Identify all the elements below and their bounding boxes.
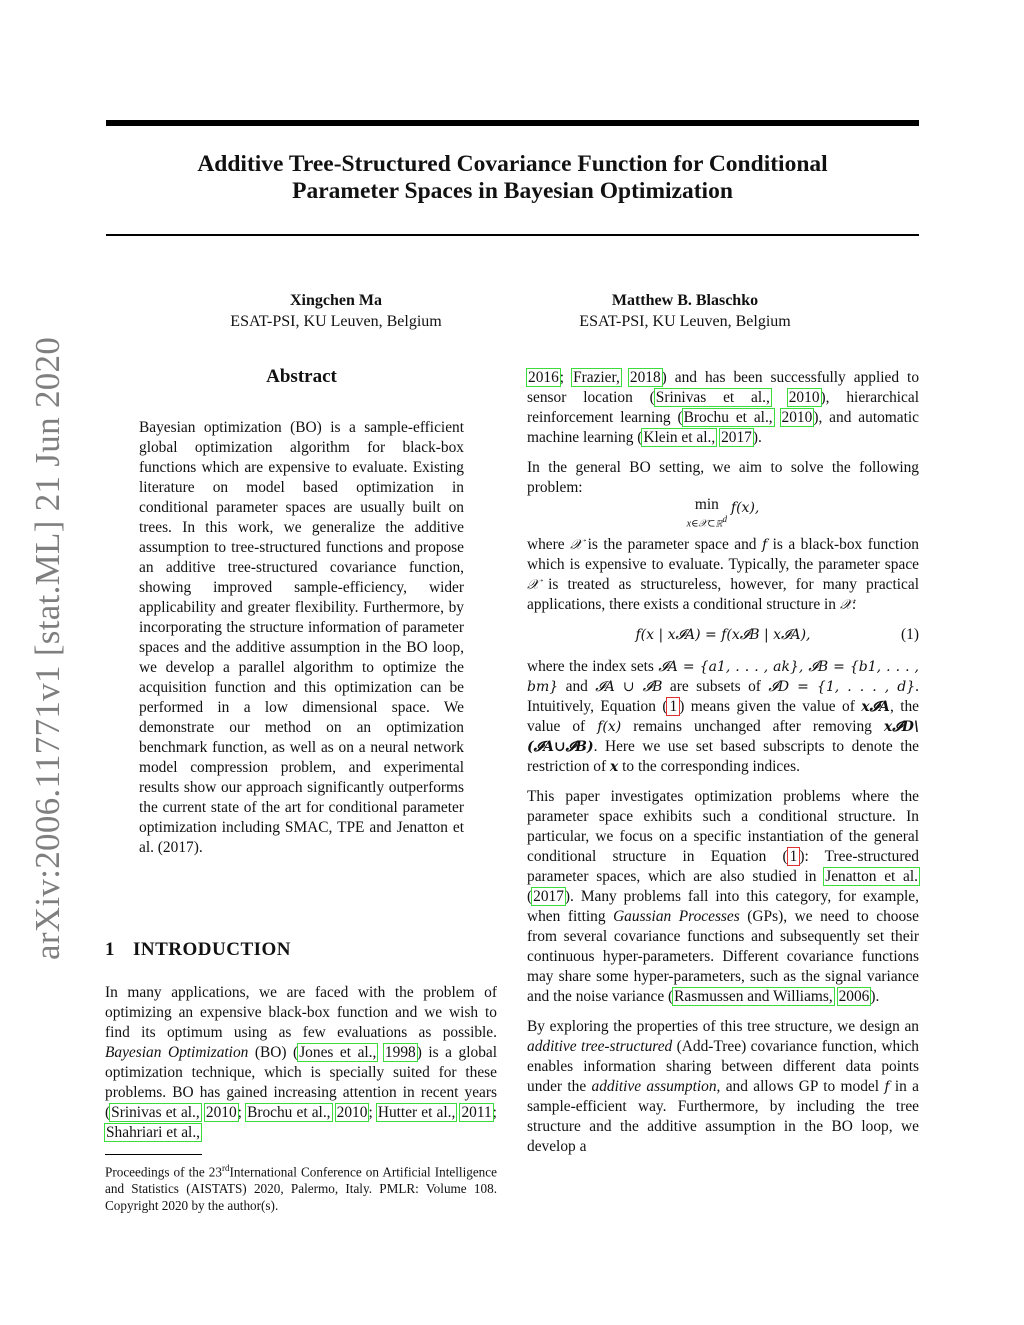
text-run: (Add-Tree) covariance function, which enables information sharing between different data points under the xyxy=(527,1038,919,1096)
superscript: rd xyxy=(221,1163,230,1173)
math-symbol: 𝒳 xyxy=(570,537,583,554)
right-paragraph-2: In the general BO setting, we aim to solve the following problem: xyxy=(527,459,919,496)
title-line-2: Parameter Spaces in Bayesian Optimization xyxy=(292,178,733,204)
citation-link[interactable]: Srinivas et al., xyxy=(111,1104,200,1121)
author-block-2 xyxy=(535,290,835,332)
emphasis-text: Gaussian Processes xyxy=(613,908,740,926)
text-run: (GPs), we need to choose from several covariance functions and subsequently set their continuous hyper-parameters. Different covariance functions may share some hyper-parameters, such as the signal variance and the noise variance ( xyxy=(527,908,919,1006)
text-run: are subsets of xyxy=(662,678,769,696)
text-run: in a sample-efficient way. Furthermore, by including the tree structure and the additive assumption in the BO loop, we develop a xyxy=(527,1078,919,1156)
citation-link[interactable]: 1998 xyxy=(384,1044,416,1061)
min-subscript-text: x∈𝒳⊂ℝ xyxy=(686,518,723,530)
title-line-1: Additive Tree-Structured Covariance Function for Conditional xyxy=(197,151,828,177)
text-run: ). xyxy=(870,988,880,1006)
math-expression: 𝓘D = {1, . . . , d} xyxy=(768,679,916,696)
citation-link[interactable]: Jenatton et al. xyxy=(825,868,918,886)
text-run: is a black-box function which is expensive to evaluate. Typically, the parameter space xyxy=(527,536,919,574)
right-paragraph-4 xyxy=(527,657,919,777)
title-bottom-rule xyxy=(106,234,919,236)
right-paragraph-1 xyxy=(527,368,919,448)
equation-body: f(x | x𝓘A) = f(x𝓘B | x𝓘A), xyxy=(635,627,811,644)
right-paragraph-3 xyxy=(527,535,919,615)
text-run: to the corresponding indices. xyxy=(618,758,800,776)
author-name: Xingchen Ma xyxy=(290,292,382,309)
citation-link[interactable]: 2010 xyxy=(336,1104,368,1121)
min-subscript xyxy=(687,512,727,531)
right-paragraph-6 xyxy=(527,1017,919,1157)
footnote-rule xyxy=(105,1154,202,1155)
citation-link[interactable]: 2010 xyxy=(205,1104,237,1121)
citation-link[interactable]: 2006 xyxy=(838,988,870,1006)
text-run: ): Tree-structured parameter spaces, which are also studied in xyxy=(527,848,919,886)
equation-min xyxy=(527,498,919,531)
min-label: min xyxy=(694,496,719,513)
text-run: In many applications, we are faced with the problem of optimizing an expensive black-box function and we wish to find its optimum using as few evaluations as possible. xyxy=(105,984,497,1041)
text-run: ; xyxy=(237,1104,247,1121)
author-block-1 xyxy=(186,290,486,332)
section-number: 1 xyxy=(105,939,115,960)
text-run: and xyxy=(558,678,596,696)
equation-1 xyxy=(527,625,919,645)
citation-link[interactable]: Brochu et al., xyxy=(247,1104,331,1121)
min-subscript-sup: d xyxy=(722,514,728,524)
text-run: . Here we use set based subscripts to denote the restriction of xyxy=(527,738,919,776)
title-top-rule xyxy=(106,120,919,126)
text-run: ). xyxy=(752,429,762,446)
math-expression: x𝓘A xyxy=(861,699,890,716)
text-run: . Intuitively, Equation ( xyxy=(527,678,919,716)
math-expression: x𝓘D\(𝓘A∪𝓘B) xyxy=(527,719,919,756)
text-run: ( xyxy=(527,888,533,906)
citation-link[interactable]: Shahriari et al., xyxy=(106,1124,201,1141)
text-run: ) means given the value of xyxy=(679,698,862,716)
citation-link[interactable]: Rasmussen and Williams, xyxy=(674,988,833,1006)
citation-link[interactable]: 2018 xyxy=(629,369,661,386)
text-run: is the parameter space and xyxy=(582,536,762,554)
math-symbol: f xyxy=(761,537,768,554)
citation-link[interactable]: 2017 xyxy=(533,888,564,906)
text-run: Proceedings of the 23 xyxy=(105,1164,222,1180)
citation-link[interactable]: 2017 xyxy=(721,429,752,446)
math-expression: x xyxy=(609,759,619,776)
text-run: where the index sets xyxy=(527,658,659,676)
math-expression: 𝓘A ∪ 𝓘B xyxy=(595,679,663,696)
text-run: , the value of xyxy=(527,698,919,736)
math-expression: f(x) xyxy=(597,719,622,736)
text-run: ) and has been successfully applied to sensor location ( xyxy=(527,369,920,406)
text-run: , and allows GP to model xyxy=(716,1078,885,1096)
text-run: : xyxy=(851,596,857,614)
emphasis-text: additive assumption xyxy=(591,1078,717,1096)
citation-link[interactable]: 2011 xyxy=(461,1104,492,1121)
equation-ref-link[interactable]: 1 xyxy=(669,698,678,716)
citation-link[interactable]: Frazier, xyxy=(573,369,620,386)
author-affiliation: ESAT-PSI, KU Leuven, Belgium xyxy=(579,313,791,330)
math-expression: 𝓘A = {a1, . . . , ak}, 𝓘B = {b1, . . . , bm} xyxy=(527,659,919,696)
equation-ref-link[interactable]: 1 xyxy=(789,848,798,866)
text-run: This paper investigates optimization problems where the parameter space exhibits such a conditional structure. In particular, we focus on a specific instantiation of the general conditional structure in Equation ( xyxy=(527,788,919,866)
footnote xyxy=(105,1160,497,1214)
emphasis-text: additive tree-structured xyxy=(527,1038,673,1056)
citation-link[interactable]: Srinivas et al., xyxy=(655,389,770,406)
citation-link[interactable]: Klein et al., xyxy=(643,429,716,446)
right-column xyxy=(527,368,919,1167)
math-symbol: f xyxy=(884,1079,890,1096)
text-run: remains unchanged after removing xyxy=(621,718,884,736)
text-run: ), and automatic machine learning ( xyxy=(527,409,919,446)
text-run: ; xyxy=(492,1104,497,1121)
author-affiliation: ESAT-PSI, KU Leuven, Belgium xyxy=(230,313,442,330)
text-run: ). Many problems fall into this category, for example, when fitting xyxy=(527,888,919,926)
citation-link[interactable]: 2010 xyxy=(788,389,820,406)
text-run: International Conference on Artificial Intelligence and Statistics (AISTATS) 2020, Palermo, Italy. PMLR: Volume 108. Copyright 2020 by the author(s). xyxy=(105,1164,497,1214)
citation-link[interactable]: 2010 xyxy=(781,409,813,426)
section-title: INTRODUCTION xyxy=(133,939,292,960)
author-name: Matthew B. Blaschko xyxy=(611,292,759,309)
arxiv-stamp: arXiv:2006.11771v1 [stat.ML] 21 Jun 2020 xyxy=(28,336,67,960)
min-expression: f(x), xyxy=(730,500,760,516)
math-symbol: 𝒳 xyxy=(527,577,540,594)
text-run: ), hierarchical reinforcement learning ( xyxy=(527,389,919,426)
citation-link[interactable]: Hutter et al., xyxy=(377,1104,456,1121)
min-operator xyxy=(687,498,727,531)
text-run: ; xyxy=(559,369,573,386)
paper-title xyxy=(106,151,919,205)
citation-link[interactable]: 2016 xyxy=(528,369,559,386)
text-run: is treated as structureless, however, for many practical applications, there exists a conditional structure in xyxy=(527,576,919,614)
section-heading-introduction xyxy=(105,939,291,961)
abstract-text: Bayesian optimization (BO) is a sample-efficient global optimization algorithm for black-box functions which are expensive to evaluate. Existing literature on model based optimization in conditional parameter spaces are usually built on trees. In this work, we generalize the additive assumption to tree-structured functions and propose an additive tree-structured covariance function, showing improved sample-efficiency, wider applicability and greater flexibility. Furthermore, by incorporating the structure information of parameter spaces and the additive assumption in the BO loop, we develop a parallel algorithm to optimize the acquisition function and this optimization can be performed in a low dimensional space. We demonstrate our method on an optimization benchmark function, as well as on a neural network model compression problem, and experimental results show our approach significantly outperforms the current state of the art for conditional parameter optimization including SMAC, TPE and Jenatton et al. (2017). xyxy=(139,419,464,856)
math-symbol: 𝒳 xyxy=(839,597,852,614)
text-run: ) is a global optimization technique, which is specially suited for these problems. BO has gained increasing attention in recent years ( xyxy=(105,1044,498,1121)
citation-link[interactable]: Jones et al., xyxy=(299,1044,377,1061)
intro-paragraph-1 xyxy=(105,983,497,1143)
emphasis-text: Bayesian Optimization xyxy=(105,1044,249,1061)
text-run: (BO) ( xyxy=(248,1044,299,1061)
text-run: ; xyxy=(368,1104,377,1121)
text-run: By exploring the properties of this tree structure, we design an xyxy=(527,1018,919,1036)
text-run: where xyxy=(527,536,571,554)
right-paragraph-5 xyxy=(527,787,919,1007)
abstract-heading: Abstract xyxy=(266,366,337,387)
citation-link[interactable]: Brochu et al., xyxy=(683,409,773,426)
equation-number: (1) xyxy=(901,626,919,644)
